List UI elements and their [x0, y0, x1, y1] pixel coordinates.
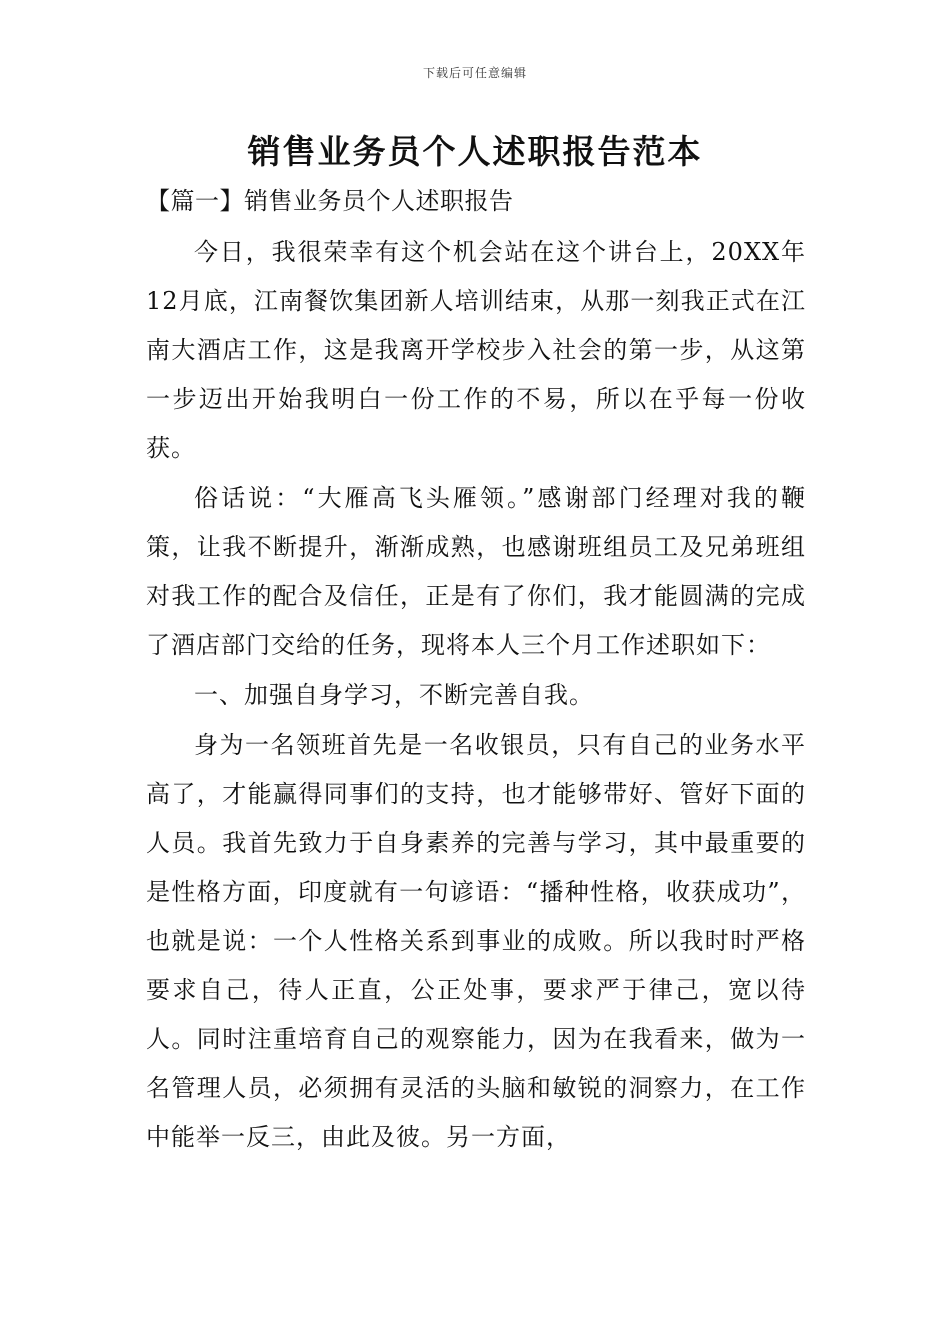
- document-title: 销售业务员个人述职报告范本: [247, 132, 703, 171]
- body-paragraph: 俗话说：“大雁高飞头雁领。”感谢部门经理对我的鞭策，让我不断提升，渐渐成熟，也感谢班组员工及兄弟班组对我工作的配合及信任，正是有了你们，我才能圆满的完成了酒店部门交给的任务，现将本人三个月工作述职如下：: [146, 484, 806, 659]
- body-paragraph: 身为一名领班首先是一名收银员，只有自己的业务水平高了，才能赢得同事们的支持，也才能够带好、管好下面的人员。我首先致力于自身素养的完善与学习，其中最重要的是性格方面，印度就有一句谚语：“播种性格，收获成功”，也就是说：一个人性格关系到事业的成败。所以我时时严格要求自己，待人正直，公正处事，要求严于律己，宽以待人。同时注重培育自己的观察能力，因为在我看来，做为一名管理人员，必须拥有灵活的头脑和敏锐的洞察力，在工作中能举一反三，由此及彼。另一方面，: [146, 731, 806, 1151]
- document-body: [146, 228, 806, 1163]
- body-paragraph: 一、加强自身学习，不断完善自我。: [194, 681, 594, 709]
- header-note: 下载后可任意编辑: [422, 66, 527, 80]
- section-heading: 【篇一】销售业务员个人述职报告: [146, 187, 514, 215]
- body-paragraph: 今日，我很荣幸有这个机会站在这个讲台上，20XX年12月底，江南餐饮集团新人培训结束，从那一刻我正式在江南大酒店工作，这是我离开学校步入社会的第一步，从这第一步迈出开始我明白一份工作的不易，所以在乎每一份收获。: [146, 238, 806, 462]
